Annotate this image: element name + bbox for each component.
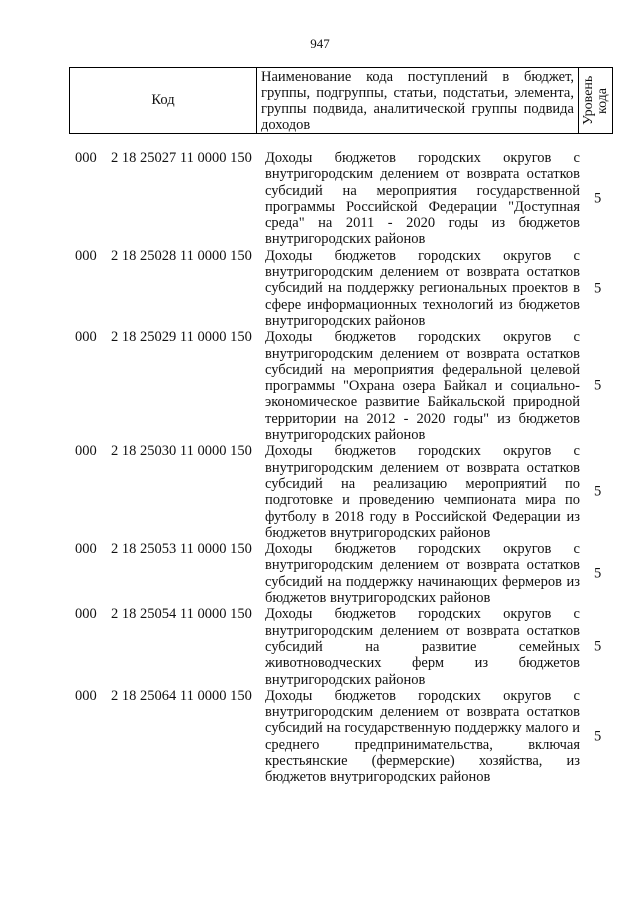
table-header bbox=[69, 67, 613, 134]
row-level: 5 bbox=[594, 728, 602, 745]
row-code: 2 18 25053 11 0000 150 bbox=[111, 541, 252, 558]
table-row bbox=[0, 329, 640, 443]
row-prefix: 000 bbox=[75, 329, 97, 346]
row-prefix: 000 bbox=[75, 687, 97, 704]
row-level: 5 bbox=[594, 565, 602, 582]
row-prefix: 000 bbox=[75, 443, 97, 460]
row-prefix: 000 bbox=[75, 247, 97, 264]
row-name: Доходы бюджетов городских округов с внутригородским делением от возврата остатков субсидий на мероприятия федеральной целевой программы "Охрана озера Байкал и социально-экономическое развитие Байкальской природной территории на 2012 - 2020 годы" из бюджетов внутригородских районов bbox=[265, 329, 580, 444]
row-name: Доходы бюджетов городских округов с внутригородским делением от возврата остатков субсидий на поддержку начинающих фермеров из бюджетов внутригородских районов bbox=[265, 541, 580, 607]
table-body bbox=[0, 150, 640, 786]
row-level: 5 bbox=[594, 280, 602, 297]
row-code: 2 18 25030 11 0000 150 bbox=[111, 443, 252, 460]
row-code: 2 18 25029 11 0000 150 bbox=[111, 329, 252, 346]
row-prefix: 000 bbox=[75, 150, 97, 166]
row-prefix: 000 bbox=[75, 606, 97, 623]
header-level-label: Уровень кода bbox=[581, 75, 610, 126]
table-row bbox=[0, 688, 640, 786]
row-name: Доходы бюджетов городских округов с внутригородским делением от возврата остатков субсидий на поддержку региональных проектов в сфере информационных технологий из бюджетов внутригородских районов bbox=[265, 247, 580, 329]
table-row bbox=[0, 150, 640, 248]
row-level: 5 bbox=[594, 483, 602, 500]
row-level: 5 bbox=[594, 638, 602, 655]
row-level: 5 bbox=[594, 190, 602, 207]
header-code-column bbox=[70, 68, 257, 133]
row-code: 2 18 25054 11 0000 150 bbox=[111, 606, 252, 623]
row-level: 5 bbox=[594, 377, 602, 394]
row-code: 2 18 25027 11 0000 150 bbox=[111, 150, 252, 166]
row-code: 2 18 25028 11 0000 150 bbox=[111, 247, 252, 264]
table-row bbox=[0, 443, 640, 541]
header-level-column bbox=[579, 68, 613, 133]
row-code: 2 18 25064 11 0000 150 bbox=[111, 687, 252, 704]
row-name: Доходы бюджетов городских округов с внутригородским делением от возврата остатков субсидий на государственную поддержку малого и среднего предпринимательства, включая крестьянские (фермерские) хозяйства, из бюджетов внутригородских районов bbox=[265, 687, 580, 786]
page-number: 947 bbox=[310, 36, 330, 51]
row-name: Доходы бюджетов городских округов с внутригородским делением от возврата остатков субсидий на развитие семейных животноводческих ферм из бюджетов внутригородских районов bbox=[265, 606, 580, 688]
table-row bbox=[0, 606, 640, 687]
header-name-column: Наименование кода поступлений в бюджет, группы, подгруппы, статьи, подстатьи, элемента, группы подвида, аналитической группы подвида доходов bbox=[257, 68, 579, 133]
row-name: Доходы бюджетов городских округов с внутригородским делением от возврата остатков субсидий на реализацию мероприятий по подготовке и проведению чемпионата мира по футболу в 2018 году в Российской Федерации из бюджетов внутригородских районов bbox=[265, 443, 580, 541]
row-name: Доходы бюджетов городских округов с внутригородским делением от возврата остатков субсидий на мероприятия государственной программы Российской Федерации "Доступная среда" на 2011 - 2020 годы из бюджетов внутригородских районов bbox=[265, 150, 580, 248]
table-row bbox=[0, 248, 640, 329]
table-row bbox=[0, 541, 640, 606]
row-prefix: 000 bbox=[75, 541, 97, 558]
header-code-label: Код bbox=[151, 92, 175, 108]
